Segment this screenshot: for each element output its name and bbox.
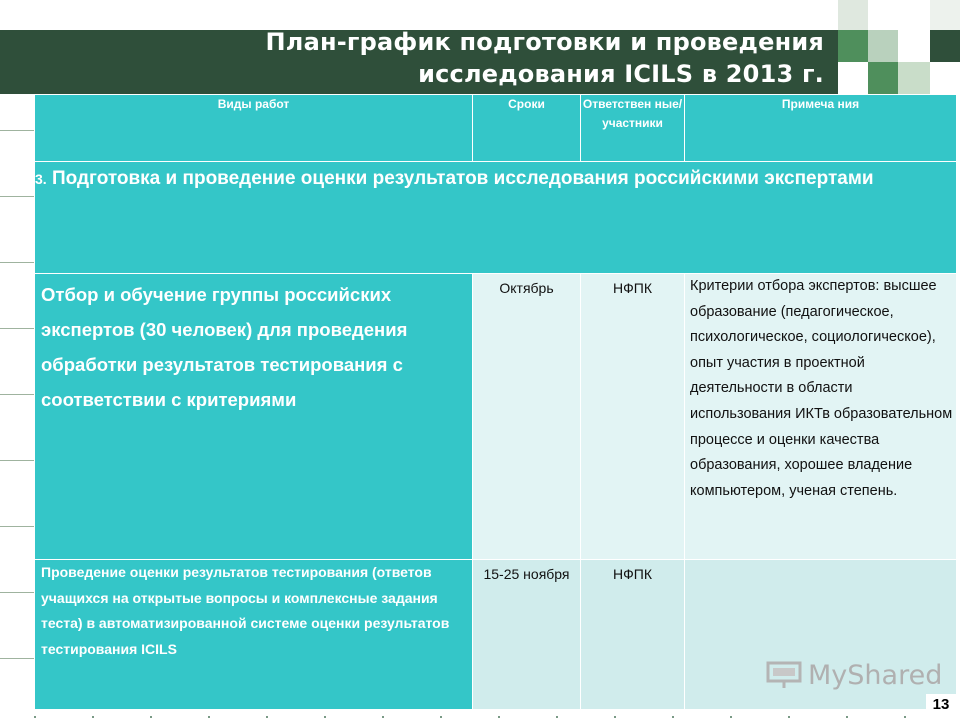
plan-table [34,94,957,710]
title-line-2: исследования ICILS в 2013 г. [418,60,824,88]
column-header-term: Сроки [473,95,581,162]
presentation-icon [766,660,802,690]
page-title [124,26,824,90]
row-responsible: НФПК [581,560,685,710]
watermark-text: MyShared [808,659,943,691]
title-line-1: План-график подготовки и проведения [265,28,824,56]
section-cell [35,162,957,274]
decor-square [930,0,960,30]
decor-square [868,30,898,62]
decor-square [898,62,930,94]
row-note: Критерии отбора экспертов: высшее образование (педагогическое, психологическое, социологическое), опыт участия в проектной деятельности в области использования ИКТв образовательном процессе и оценки качества образования, хорошее владение компьютером, ученая степень. [685,274,957,560]
decor-square [838,30,868,62]
decor-square [838,0,868,30]
bottom-dotted-line [34,716,956,718]
column-header-responsible: Ответствен ные/ участники [581,95,685,162]
page-number: 13 [926,694,956,716]
row-work: Отбор и обучение группы российских экспертов (30 человек) для проведения обработки результатов тестирования с соответствии с критериями [35,274,473,560]
row-term: 15-25 ноября [473,560,581,710]
column-header-note: Примеча ния [685,95,957,162]
decor-square [930,30,960,62]
section-number: 3. [35,171,47,187]
section-row [35,162,957,274]
row-term: Октябрь [473,274,581,560]
decor-square [868,62,898,94]
table-row [35,274,957,560]
column-header-work: Виды работ [35,95,473,162]
section-title: Подготовка и проведение оценки результатов исследования российскими экспертами [51,168,874,189]
row-work: Проведение оценки результатов тестирования (ответов учащихся на открытые вопросы и комплексные задания теста) в автоматизированной системе оценки результатов тестирования ICILS [35,560,473,710]
watermark-logo [766,658,942,692]
table-header-row [35,95,957,162]
row-responsible: НФПК [581,274,685,560]
